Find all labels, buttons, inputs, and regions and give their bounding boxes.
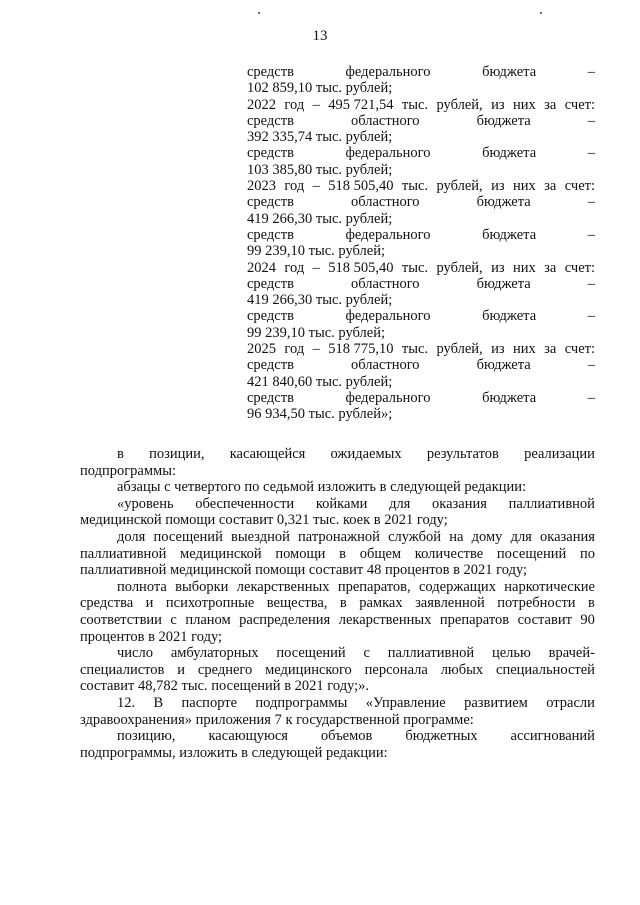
budget-word: 2025 (247, 341, 276, 358)
budget-word: них (512, 96, 536, 113)
budget-word: 419 266,30 тыс. рублей; (247, 292, 393, 309)
budget-word: за (544, 178, 557, 195)
budget-word: счет: (564, 341, 595, 358)
word: касающуюся (208, 728, 288, 745)
word: число (117, 645, 153, 662)
paragraph-line (80, 529, 595, 546)
word: посещений (153, 528, 223, 545)
paragraph-line (80, 446, 595, 463)
word: оказания (432, 495, 487, 512)
paragraph-line (80, 496, 595, 513)
word: дому (471, 528, 503, 545)
word: ожидаемых (330, 446, 402, 462)
budget-line (247, 406, 595, 422)
budget-word: – (312, 259, 320, 276)
budget-word: год (284, 178, 305, 195)
word: позицию, (117, 728, 176, 745)
budget-line (247, 113, 595, 129)
budget-word: 102 859,10 тыс. рублей; (247, 80, 393, 97)
scan-speck (540, 12, 542, 14)
budget-word: тыс. (401, 178, 429, 195)
word: и (177, 661, 186, 678)
budget-word: – (587, 275, 595, 292)
word: потребности (497, 595, 576, 612)
paragraph-line (80, 595, 595, 612)
word: для (389, 495, 411, 512)
paragraph-line (80, 662, 595, 679)
word: помощи (275, 545, 326, 562)
budget-word: – (312, 178, 320, 195)
budget-word: средств (247, 357, 294, 374)
budget-word: рублей, (436, 96, 483, 113)
budget-word: федерального (345, 145, 431, 162)
budget-word: них (512, 259, 536, 276)
budget-line (247, 178, 595, 194)
budget-word: – (587, 145, 595, 162)
budget-word: – (312, 341, 320, 358)
budget-word: за (544, 341, 557, 358)
budget-word: 392 335,74 тыс. рублей; (247, 129, 393, 146)
budget-word: 518 505,40 (328, 178, 394, 195)
page-number: 13 (312, 28, 328, 44)
word: медицинской (180, 545, 262, 562)
word: в (588, 595, 595, 612)
word: отрасли (546, 694, 595, 711)
word: паллиативной (387, 645, 475, 662)
budget-word: бюджета (482, 308, 537, 325)
word: и (145, 595, 154, 612)
word: оказания (540, 528, 595, 545)
word: целью (491, 645, 531, 662)
word: в (117, 446, 124, 462)
budget-word: средств (247, 64, 294, 80)
budget-word: бюджета (476, 112, 531, 129)
word: по (579, 545, 595, 562)
budget-line (247, 390, 595, 406)
word: развитием (464, 694, 528, 711)
budget-line (247, 276, 595, 292)
budget-word: 2024 (247, 259, 276, 276)
paragraph-line: медицинской помощи составит 0,321 тыс. коек в 2021 году; (80, 512, 448, 529)
budget-word: – (587, 64, 595, 80)
word: соответствии (80, 611, 162, 628)
budget-word: средств (247, 389, 294, 406)
paragraph-line: паллиативной медицинской помощи составит 48 процентов в 2021 году; (80, 562, 528, 579)
budget-word: средств (247, 275, 294, 292)
paragraph-line: абзацы с четвертого по седьмой изложить в следующей редакции: (117, 479, 527, 496)
word: паллиативной (80, 545, 167, 562)
word: среднего (197, 661, 253, 678)
budget-word: бюджета (476, 357, 531, 374)
budget-word: областного (350, 194, 420, 211)
budget-word: областного (350, 357, 420, 374)
word: 12. (117, 694, 136, 711)
word: ассигнований (510, 728, 595, 745)
word: бюджетных (405, 728, 478, 745)
budget-word: счет: (564, 259, 595, 276)
word: патронажной (298, 528, 380, 545)
word: психотропные (165, 595, 255, 612)
budget-word: федерального (345, 226, 431, 243)
budget-word: – (312, 96, 320, 113)
word: в (339, 545, 346, 562)
budget-word: 421 840,60 тыс. рублей; (247, 373, 393, 390)
budget-word: федерального (345, 308, 431, 325)
paragraph-line (80, 728, 595, 745)
word: 90 (580, 611, 595, 628)
word: для (510, 528, 532, 545)
budget-word: средств (247, 308, 294, 325)
budget-line (247, 260, 595, 276)
word: паллиативной (508, 495, 595, 512)
word: доля (117, 528, 146, 545)
word: позиции, (149, 446, 205, 462)
budget-word: бюджета (482, 64, 537, 80)
budget-word: – (587, 112, 595, 129)
word: препаратов (439, 611, 510, 628)
paragraph (80, 695, 595, 728)
word: средства (80, 595, 134, 612)
paragraph-line (80, 695, 595, 712)
document-body (80, 446, 595, 761)
budget-word: тыс. (401, 259, 429, 276)
word: касающейся (229, 446, 306, 462)
budget-word: средств (247, 194, 294, 211)
word: составит (517, 611, 572, 628)
word: содержащих (418, 578, 496, 595)
word: амбулаторных (170, 645, 259, 662)
paragraph-line: подпрограммы, изложить в следующей редакции: (80, 744, 388, 761)
word: выездной (231, 528, 290, 545)
paragraph (80, 579, 595, 645)
word: заявленной (415, 595, 485, 612)
budget-line (247, 374, 595, 390)
budget-word: рублей, (436, 341, 483, 358)
word: объемов (320, 728, 373, 745)
word: выборки (175, 578, 229, 595)
budget-line (247, 227, 595, 243)
paragraph-line: процентов в 2021 году; (80, 628, 223, 645)
budget-word: год (284, 341, 305, 358)
budget-line (247, 145, 595, 161)
word: с (363, 645, 370, 662)
budget-word: бюджета (482, 145, 537, 162)
budget-line (247, 162, 595, 178)
budget-word: 518 775,10 (328, 341, 394, 358)
budget-word: 518 505,40 (328, 259, 394, 276)
word: планом (185, 611, 231, 628)
budget-word: из (491, 259, 505, 276)
budget-word: них (512, 341, 536, 358)
word: врачей- (548, 645, 595, 662)
budget-line (247, 308, 595, 324)
paragraph (80, 728, 595, 761)
budget-word: бюджета (476, 194, 531, 211)
budget-word: 103 385,80 тыс. рублей; (247, 161, 393, 178)
budget-word: за (544, 259, 557, 276)
word: персонала (364, 661, 428, 678)
paragraph (80, 529, 595, 579)
budget-word: – (587, 308, 595, 325)
budget-line (247, 97, 595, 113)
word: в (339, 595, 347, 612)
word: лекарственных (236, 578, 330, 595)
budget-word: средств (247, 112, 294, 129)
word: койками (315, 495, 368, 512)
budget-word: из (491, 96, 505, 113)
budget-word: из (491, 341, 505, 358)
paragraph (80, 479, 595, 496)
budget-word: тыс. (401, 341, 429, 358)
word: посещений (496, 545, 567, 562)
word: полнота (117, 578, 167, 595)
budget-word: федерального (345, 64, 431, 80)
budget-word: 419 266,30 тыс. рублей; (247, 210, 393, 227)
budget-word: из (491, 178, 505, 195)
budget-word: 99 239,10 тыс. рублей; (247, 243, 385, 260)
budget-word: – (587, 226, 595, 243)
budget-line (247, 292, 595, 308)
budget-word: – (587, 357, 595, 374)
word: службой (388, 528, 442, 545)
word: посещений (276, 645, 346, 662)
budget-word: год (284, 259, 305, 276)
paragraph-line (80, 546, 595, 563)
word: любых (440, 661, 484, 678)
budget-word: областного (350, 275, 420, 292)
budget-word: федерального (345, 389, 431, 406)
budget-line (247, 211, 595, 227)
budget-word: рублей, (436, 259, 483, 276)
budget-allocation-block (247, 64, 595, 423)
scan-speck (258, 12, 260, 14)
budget-word: средств (247, 226, 294, 243)
word: обеспеченности (195, 495, 295, 512)
budget-word: средств (247, 145, 294, 162)
budget-word: бюджета (482, 226, 537, 243)
word: лекарственных (338, 611, 432, 628)
word: В (153, 694, 164, 711)
word: паспорте (181, 694, 238, 711)
word: специалистов (80, 661, 165, 678)
paragraph-line: составит 48,782 тыс. посещений в 2021 году;». (80, 678, 370, 695)
paragraph-line (80, 645, 595, 662)
budget-word: 2022 (247, 96, 276, 113)
word: общем (359, 545, 402, 562)
paragraph-line (80, 579, 595, 596)
word: специальностей (496, 661, 595, 678)
budget-line (247, 194, 595, 210)
word: препаратов, (337, 578, 411, 595)
word: «Управление (365, 694, 446, 711)
budget-line (247, 129, 595, 145)
paragraph (80, 446, 595, 479)
budget-word: бюджета (482, 389, 537, 406)
word: с (170, 611, 177, 628)
budget-word: них (512, 178, 536, 195)
budget-word: областного (350, 112, 420, 129)
budget-word: год (284, 96, 305, 113)
budget-word: бюджета (476, 275, 531, 292)
budget-word: за (544, 96, 557, 113)
word: подпрограммы (255, 694, 348, 711)
paragraph-line: подпрограммы: (80, 462, 176, 479)
word: наркотические (504, 578, 595, 595)
budget-word: 2023 (247, 178, 276, 195)
word: результатов (426, 446, 499, 462)
paragraph (80, 496, 595, 529)
budget-line (247, 341, 595, 357)
word: количестве (414, 545, 484, 562)
paragraph (80, 645, 595, 695)
budget-word: счет: (564, 96, 595, 113)
budget-line (247, 357, 595, 373)
budget-word: 495 721,54 (328, 96, 394, 113)
budget-line (247, 80, 595, 96)
paragraph-line: здравоохранения» приложения 7 к государственной программе: (80, 711, 474, 728)
budget-word: 99 239,10 тыс. рублей; (247, 324, 385, 341)
budget-line (247, 64, 595, 80)
budget-word: счет: (564, 178, 595, 195)
budget-word: – (587, 389, 595, 406)
word: рамках (359, 595, 403, 612)
paragraph-line (80, 612, 595, 629)
word: реализации (524, 446, 595, 462)
word: медицинского (265, 661, 352, 678)
budget-word: рублей, (436, 178, 483, 195)
word: распределения (239, 611, 331, 628)
budget-line (247, 243, 595, 259)
budget-word: 96 934,50 тыс. рублей»; (247, 406, 393, 423)
budget-word: – (587, 194, 595, 211)
word: на (449, 528, 464, 545)
budget-word: тыс. (401, 96, 429, 113)
word: «уровень (117, 495, 174, 512)
word: вещества, (266, 595, 328, 612)
budget-line (247, 325, 595, 341)
